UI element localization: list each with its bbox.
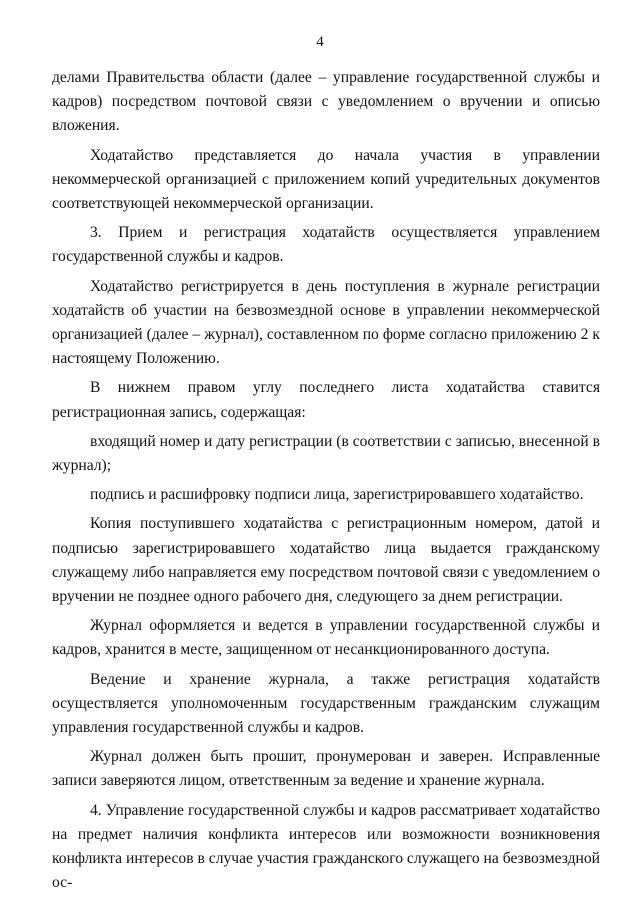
page-number: 4 [316,34,324,50]
paragraph: Журнал должен быть прошит, пронумерован и заверен. Исправленные записи заверяются лицом, ответственным за ведение и хранение журнала. [52,748,600,790]
document-body [52,66,600,896]
paragraph: Ходатайство регистрируется в день поступления в журнале регистрации ходатайств об участии на безвозмездной основе в управлении некоммерческой организацией (далее – журнал), составленном по форме согласно приложению 2 к настоящему Положению. [52,277,600,368]
paragraph: В нижнем правом углу последнего листа ходатайства ставится регистрационная запись, содержащая: [52,379,600,421]
paragraph: Журнал оформляется и ведется в управлении государственной службы и кадров, хранится в месте, защищенном от несанкционированного доступа. [52,617,600,659]
paragraph: Ходатайство представляется до начала участия в управлении некоммерческой организацией с приложением копий учредительных документов соответствующей некоммерческой организации. [52,146,600,213]
paragraph: делами Правительства области (далее – управление государственной службы и кадров) посредством почтовой связи с уведомлением о вручении и описью вложения. [52,69,600,135]
paragraph: подпись и расшифровку подписи лица, зарегистрировавшего ходатайство. [90,486,584,504]
paragraph: входящий номер и дату регистрации (в соответствии с записью, внесенной в журнал); [52,432,600,475]
paragraph: 4. Управление государственной службы и кадров рассматривает ходатайство на предмет наличия конфликта интересов или возможности возникновения конфликта интересов в случае участия гражданского служащего на безвозмездной ос- [52,801,600,892]
paragraph: Копия поступившего ходатайства с регистрационным номером, датой и подписью зарегистрировавшего ходатайство лица выдается гражданскому служащему либо направляется ему посредством почтовой связи с уведомлением о вручении не позднее одного рабочего дня, следующего за днем регистрации. [52,515,600,606]
paragraph: 3. Прием и регистрация ходатайств осуществляется управлением государственной службы и кадров. [52,224,600,266]
paragraph: Ведение и хранение журнала, а также регистрация ходатайств осуществляется уполномоченным государственным гражданским служащим управления государственной службы и кадров. [52,670,600,737]
